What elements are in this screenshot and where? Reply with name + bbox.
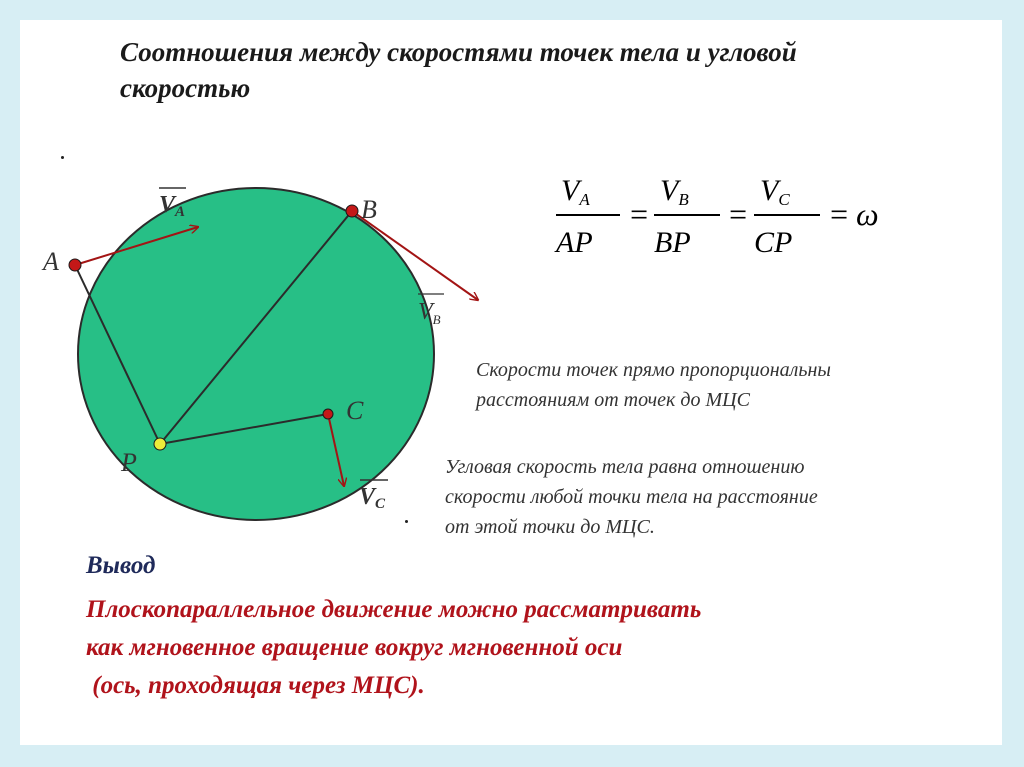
vector-vb-base: V (418, 299, 433, 325)
conclusion-line1: Плоскопараллельное движение можно рассматривать (86, 596, 702, 623)
label-point-a: A (43, 247, 59, 276)
label-vector-vb-text (418, 299, 441, 327)
formula-vb-base: V (660, 174, 679, 207)
equals-1: = (628, 196, 650, 232)
instant-center-p (154, 438, 166, 450)
vector-vc-base: V (359, 484, 376, 510)
point-b (346, 205, 358, 217)
point-c (323, 409, 333, 419)
formula-omega: ω (856, 196, 879, 232)
label-vector-vb (418, 294, 444, 327)
note-proportional (476, 355, 986, 415)
formula-bp: BP (654, 226, 691, 259)
formula-ap: AP (556, 226, 593, 259)
equals-2: = (727, 196, 749, 232)
formula-vb-sub: B (678, 190, 689, 209)
velocity-ratio-formula (550, 168, 890, 268)
formula-vc-sub: C (778, 190, 790, 209)
conclusion-line3: (ось, проходящая через МЦС). (86, 672, 425, 699)
slide-title-text: Соотношения между скоростями точек тела и угловой скоростью (120, 37, 797, 103)
formula-va-sub: A (579, 190, 590, 209)
note-proportional-line2: расстояниям от точек до МЦС (476, 389, 750, 411)
vector-va-base: V (159, 192, 176, 218)
note-angular-line2: скорости любой точки тела на расстояние (445, 486, 818, 508)
label-vector-va-text (159, 192, 185, 220)
label-point-p: P (121, 448, 137, 477)
conclusion-line2: как мгновенное вращение вокруг мгновенной оси (86, 634, 623, 661)
label-point-c: C (346, 396, 364, 425)
vector-vb-sub: B (432, 312, 441, 327)
label-vector-vc-text (359, 484, 386, 512)
vector-va-sub: A (175, 204, 186, 220)
equals-3: = (828, 196, 850, 232)
note-proportional-line1: Скорости точек прямо пропорциональны (476, 359, 831, 381)
formula-va (561, 174, 590, 209)
formula-vc (760, 174, 790, 209)
formula-vb (660, 174, 689, 209)
conclusion-heading: Вывод (86, 552, 156, 579)
vector-vc-sub: C (375, 496, 386, 512)
formula-cp: CP (754, 226, 793, 259)
note-angular-line3: от этой точки до МЦС. (445, 516, 655, 538)
label-vector-vc (359, 480, 388, 512)
conclusion-text (86, 591, 946, 705)
note-angular-velocity (445, 452, 985, 542)
slide (20, 20, 1002, 745)
label-vector-va (159, 188, 186, 220)
label-point-b: B (361, 195, 377, 224)
note-angular-line1: Угловая скорость тела равна отношению (445, 456, 805, 478)
formula-va-base: V (561, 174, 580, 207)
formula-vc-base: V (760, 174, 779, 207)
point-a (69, 259, 81, 271)
